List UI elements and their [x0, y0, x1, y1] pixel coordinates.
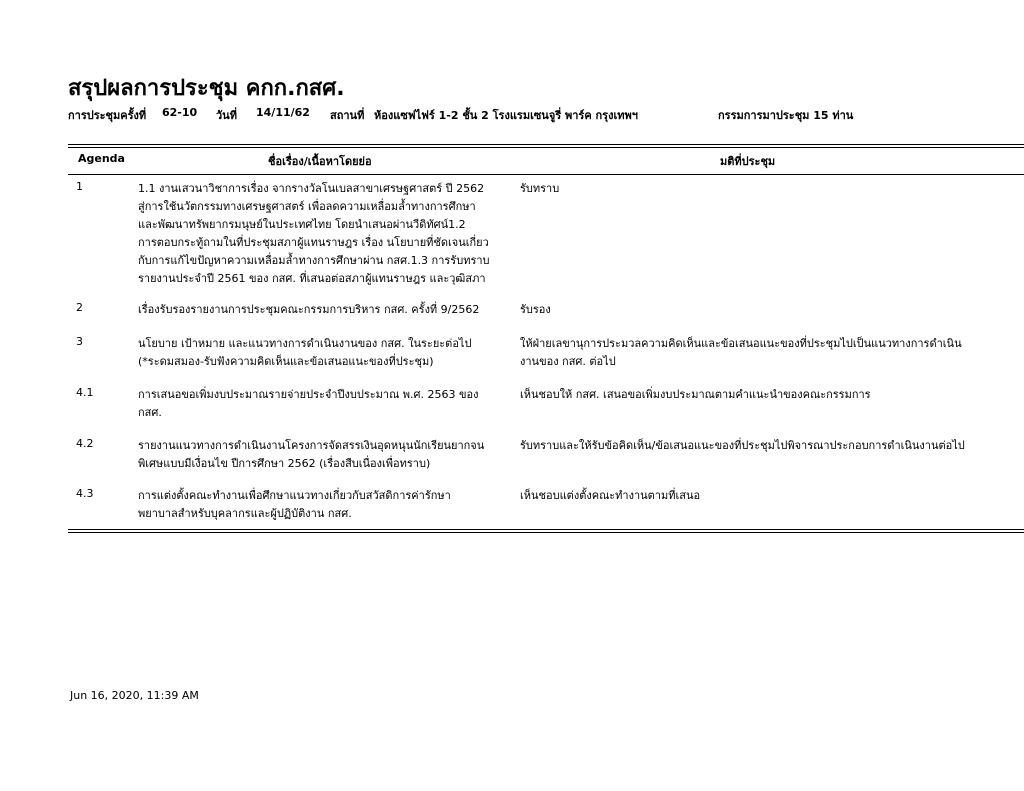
topic-line: กสศ.: [138, 406, 162, 419]
topic-text: [138, 437, 516, 473]
topic-line: เรื่องรับรองรายงานการประชุมคณะกรรมการบริหาร กสศ. ครั้งที่ 9/2562: [138, 303, 480, 316]
topic-line: พิเศษแบบมีเงื่อนไข ปีการศึกษา 2562 (เรื่องสืบเนื่องเพื่อทราบ): [138, 457, 431, 470]
topic-line: กับการแก้ไขปัญหาความเหลื่อมล้ำทางการศึกษาผ่าน กสศ.1.3 การรับทราบ: [138, 254, 490, 267]
resolution-text: [520, 437, 990, 455]
topic-line: การเสนอขอเพิ่มงบประมาณรายจ่ายประจำปีงบประมาณ พ.ศ. 2563 ของ: [138, 388, 479, 401]
resolution-line: งานของ กสศ. ต่อไป: [520, 355, 616, 368]
topic-line: พยาบาลสำหรับบุคลากรและผู้ปฏิบัติงาน กสศ.: [138, 507, 352, 520]
report-title: สรุปผลการประชุม คกก.กสศ.: [68, 76, 345, 101]
table-row: [68, 180, 1024, 300]
topic-line: และพัฒนาทรัพยากรมนุษย์ในประเทศไทย โดยนำเสนอผ่านวีดิทัศน์1.2: [138, 218, 466, 231]
meeting-date: 14/11/62: [256, 106, 310, 119]
column-header-agenda: Agenda: [78, 152, 125, 165]
resolution-line: รับทราบและให้รับข้อคิดเห็น/ข้อเสนอแนะของที่ประชุมไปพิจารณาประกอบการดำเนินงานต่อไป: [520, 439, 965, 452]
topic-line: การตอบกระทู้ถามในที่ประชุมสภาผู้แทนราษฎร เรื่อง นโยบายที่ชัดเจนเกี่ยว: [138, 236, 489, 249]
resolution-text: [520, 335, 990, 371]
venue: ห้องแซฟไฟร์ 1-2 ชั้น 2 โรงแรมเซนจูรี่ พาร์ค กรุงเทพฯ: [374, 109, 638, 122]
topic-line: การแต่งตั้งคณะทำงานเพื่อศึกษาแนวทางเกี่ยวกับสวัสดิการค่ารักษา: [138, 489, 451, 502]
topic-line: สู่การใช้นวัตกรรมทางเศรษฐศาสตร์ เพื่อลดความเหลื่อมล้ำทางการศึกษา: [138, 200, 476, 213]
date-label: วันที่: [216, 109, 237, 122]
resolution-text: [520, 180, 990, 198]
column-header-resolution: มติที่ประชุม: [720, 155, 776, 168]
topic-line: รายงานประจำปี 2561 ของ กสศ. ที่เสนอต่อสภาผู้แทนราษฎร และวุฒิสภา: [138, 272, 486, 285]
resolution-text: [520, 487, 990, 505]
resolution-text: [520, 301, 990, 319]
topic-text: [138, 180, 516, 288]
topic-text: [138, 487, 516, 523]
agenda-number: 3: [76, 335, 83, 348]
column-header-topic: ชื่อเรื่อง/เนื้อหาโดยย่อ: [268, 155, 372, 168]
agenda-table-body: [68, 180, 1024, 300]
table-header-rule: [68, 174, 1024, 175]
resolution-line: ให้ฝ่ายเลขานุการประมวลความคิดเห็นและข้อเสนอแนะของที่ประชุมไปเป็นแนวทางการดำเนิน: [520, 337, 962, 350]
agenda-number: 1: [76, 180, 83, 193]
resolution-line: เห็นชอบแต่งตั้งคณะทำงานตามที่เสนอ: [520, 489, 701, 502]
topic-line: รายงานแนวทางการดำเนินงานโครงการจัดสรรเงินอุดหนุนนักเรียนยากจน: [138, 439, 485, 452]
agenda-number: 4.2: [76, 437, 94, 450]
resolution-line: รับทราบ: [520, 182, 560, 195]
topic-text: [138, 386, 516, 422]
resolution-text: [520, 386, 990, 404]
venue-label: สถานที่: [330, 109, 365, 122]
topic-line: นโยบาย เป้าหมาย และแนวทางการดำเนินงานของ กสศ. ในระยะต่อไป: [138, 337, 472, 350]
agenda-number: 4.3: [76, 487, 94, 500]
meeting-no: 62-10: [162, 106, 198, 119]
topic-line: 1.1 งานเสวนาวิชาการเรื่อง จากรางวัลโนเบลสาขาเศรษฐศาสตร์ ปี 2562: [138, 182, 485, 195]
topic-line: (*ระดมสมอง-รับฟังความคิดเห็นและข้อเสนอแนะของที่ประชุม): [138, 355, 434, 368]
agenda-number: 2: [76, 301, 83, 314]
print-timestamp: Jun 16, 2020, 11:39 AM: [70, 689, 199, 702]
agenda-number: 4.1: [76, 386, 94, 399]
table-bottom-rule: [68, 529, 1024, 533]
resolution-line: รับรอง: [520, 303, 551, 316]
table-top-rule: [68, 144, 1024, 148]
meeting-no-label: การประชุมครั้งที่: [68, 109, 147, 122]
topic-text: [138, 301, 516, 319]
attendees: กรรมการมาประชุม 15 ท่าน: [718, 109, 854, 122]
topic-text: [138, 335, 516, 371]
resolution-line: เห็นชอบให้ กสศ. เสนอขอเพิ่มงบประมาณตามคำแนะนำของคณะกรรมการ: [520, 388, 871, 401]
